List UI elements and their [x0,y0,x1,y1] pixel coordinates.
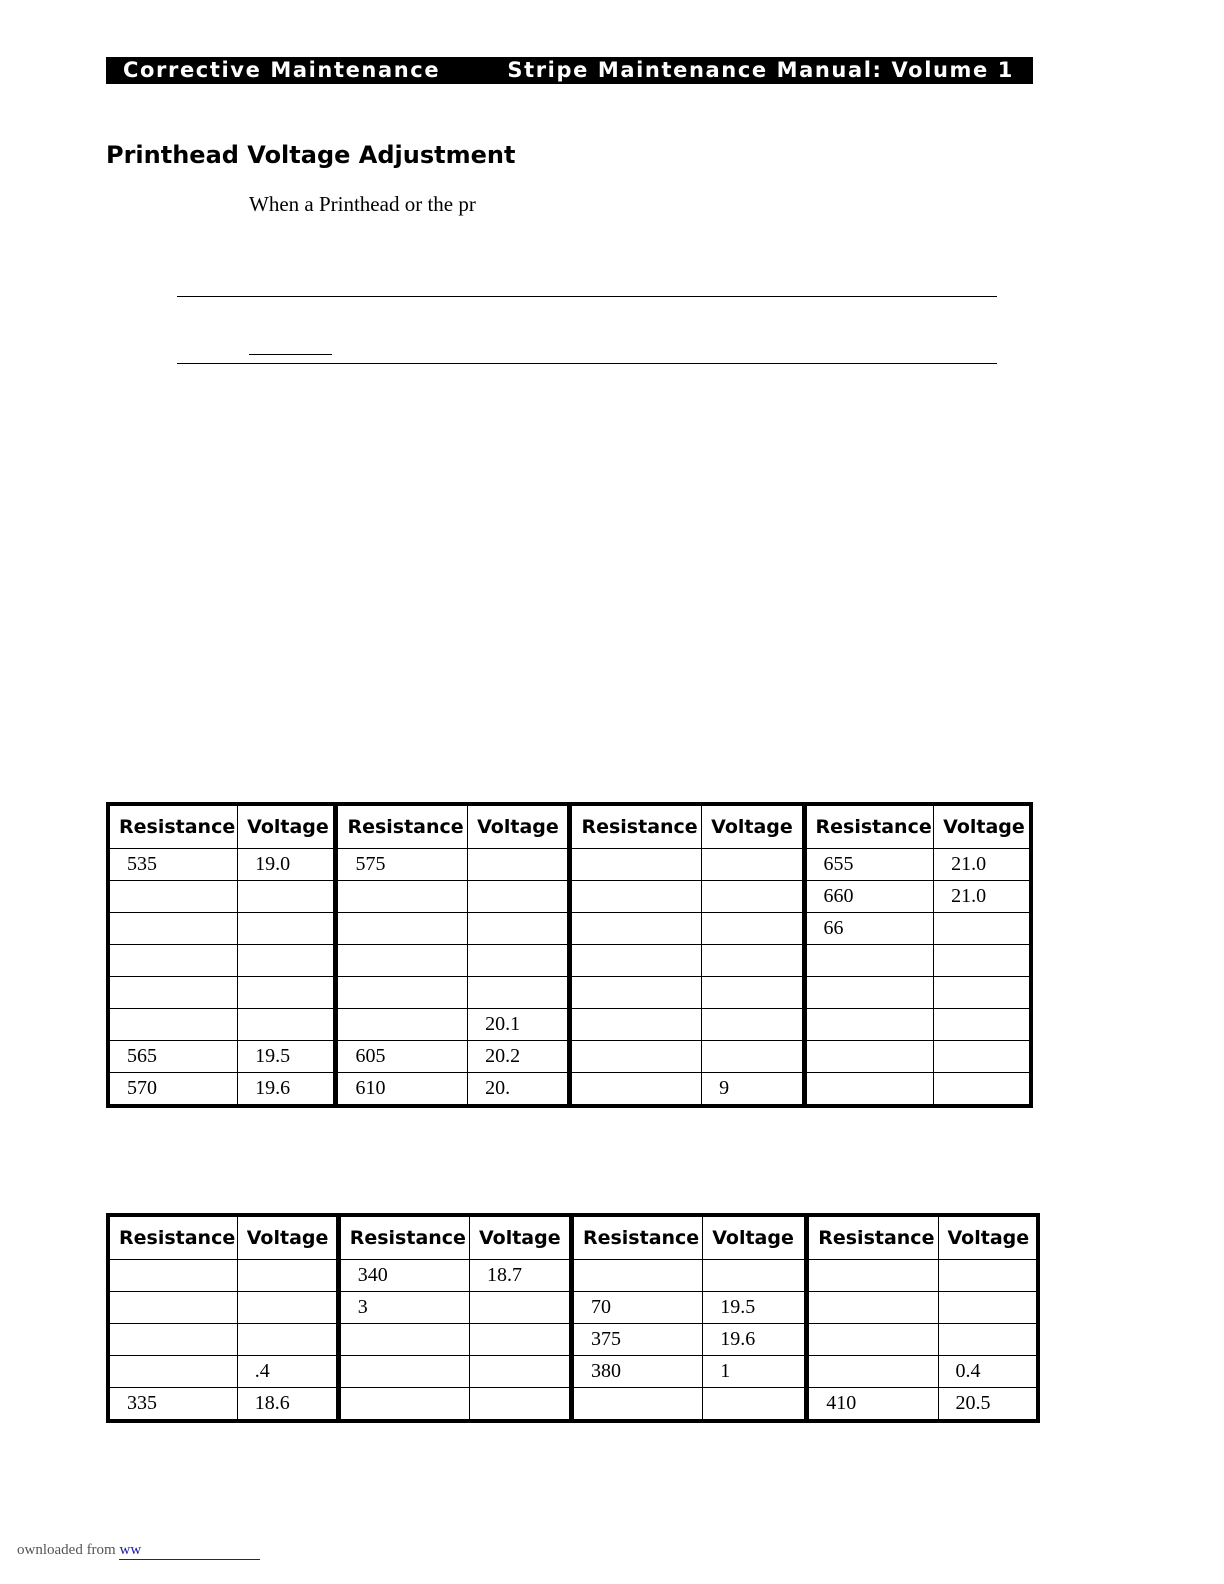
voltage-cell [468,849,570,881]
table-row [108,1356,1038,1388]
table-row [108,977,1031,1009]
voltage-cell: 21.0 [934,881,1031,913]
voltage-header: Voltage [469,1215,571,1260]
resistance-cell [108,1292,237,1324]
voltage-header: Voltage [468,804,570,849]
running-header [106,57,1033,84]
table-header-row [108,1215,1038,1260]
resistance-cell [807,1356,938,1388]
resistance-cell [108,1324,237,1356]
table-row [108,1009,1031,1041]
voltage-cell [703,1388,807,1422]
resistance-cell: 340 [338,1260,469,1292]
resistance-header: Resistance [807,1215,938,1260]
resistance-header: Resistance [108,1215,237,1260]
voltage-cell: 19.6 [703,1324,807,1356]
voltage-header: Voltage [703,1215,807,1260]
resistance-cell [804,977,934,1009]
resistance-cell [336,1009,468,1041]
voltage-cell [702,913,804,945]
table-row [108,881,1031,913]
voltage-cell [702,945,804,977]
resistance-cell [338,1356,469,1388]
voltage-cell [702,977,804,1009]
resistance-cell [108,1260,237,1292]
voltage-cell [469,1292,571,1324]
voltage-cell [934,945,1031,977]
voltage-cell: 20. [468,1073,570,1107]
voltage-cell [238,945,336,977]
voltage-cell: 19.0 [238,849,336,881]
voltage-cell [468,881,570,913]
note-label-underline [249,354,332,355]
voltage-cell: 1 [703,1356,807,1388]
resistance-cell: 335 [108,1388,237,1422]
resistance-header: Resistance [108,804,238,849]
header-chapter-title: Corrective Maintenance [123,58,441,82]
voltage-cell [702,1009,804,1041]
resistance-header: Resistance [570,804,702,849]
voltage-cell [238,977,336,1009]
resistance-cell [336,881,468,913]
voltage-cell: .4 [237,1356,338,1388]
voltage-cell [468,913,570,945]
voltage-table-b [106,1213,1040,1423]
voltage-cell: 19.5 [238,1041,336,1073]
resistance-cell [336,913,468,945]
resistance-cell: 575 [336,849,468,881]
note-top-rule [177,296,997,297]
resistance-header: Resistance [804,804,934,849]
resistance-cell [570,1009,702,1041]
voltage-header: Voltage [237,1215,338,1260]
voltage-cell [938,1260,1038,1292]
resistance-cell: 570 [108,1073,238,1107]
footer-text: ownloaded from [17,1542,120,1558]
voltage-cell [702,849,804,881]
resistance-cell: 610 [336,1073,468,1107]
resistance-header: Resistance [338,1215,469,1260]
table-row [108,1041,1031,1073]
resistance-cell: 410 [807,1388,938,1422]
voltage-cell: 19.6 [238,1073,336,1107]
voltage-cell [934,1041,1031,1073]
table-row [108,1260,1038,1292]
voltage-header: Voltage [934,804,1031,849]
resistance-cell [570,945,702,977]
resistance-cell [570,1041,702,1073]
voltage-cell: 19.5 [703,1292,807,1324]
voltage-cell [934,977,1031,1009]
section-title: Printhead Voltage Adjustment [106,141,516,169]
resistance-cell: 66 [804,913,934,945]
voltage-cell [238,913,336,945]
voltage-cell [237,1324,338,1356]
body-paragraph: When a Printhead or the pr [249,192,476,216]
resistance-cell: 565 [108,1041,238,1073]
resistance-header: Resistance [571,1215,702,1260]
resistance-cell [108,977,238,1009]
voltage-cell: 21.0 [934,849,1031,881]
table-row [108,849,1031,881]
voltage-cell [702,881,804,913]
voltage-cell [703,1260,807,1292]
resistance-cell [108,1009,238,1041]
voltage-cell: 20.5 [938,1388,1038,1422]
voltage-cell [938,1324,1038,1356]
resistance-header: Resistance [336,804,468,849]
voltage-header: Voltage [702,804,804,849]
table-row [108,1073,1031,1107]
voltage-cell [237,1292,338,1324]
table-row [108,1324,1038,1356]
resistance-cell [570,977,702,1009]
resistance-cell [338,1388,469,1422]
voltage-header: Voltage [938,1215,1038,1260]
voltage-cell [237,1260,338,1292]
voltage-cell [238,881,336,913]
voltage-cell: 0.4 [938,1356,1038,1388]
resistance-cell [108,1356,237,1388]
resistance-cell: 70 [571,1292,702,1324]
voltage-cell [934,1073,1031,1107]
resistance-cell [570,881,702,913]
voltage-cell [468,945,570,977]
voltage-cell [469,1356,571,1388]
voltage-header: Voltage [238,804,336,849]
table-row [108,1388,1038,1422]
resistance-cell [336,945,468,977]
resistance-cell [804,1009,934,1041]
table-header-row [108,804,1031,849]
voltage-cell: 18.7 [469,1260,571,1292]
resistance-cell [336,977,468,1009]
voltage-cell [468,977,570,1009]
resistance-cell [804,945,934,977]
resistance-cell [807,1324,938,1356]
voltage-cell [934,913,1031,945]
resistance-cell [570,849,702,881]
voltage-cell [938,1292,1038,1324]
resistance-cell [570,1073,702,1107]
voltage-cell [238,1009,336,1041]
table-row [108,1292,1038,1324]
resistance-cell [804,1041,934,1073]
voltage-cell [702,1041,804,1073]
resistance-cell [108,881,238,913]
resistance-cell [807,1260,938,1292]
footer-link[interactable]: ww [119,1542,260,1560]
voltage-cell: 20.1 [468,1009,570,1041]
table-row [108,913,1031,945]
resistance-cell: 535 [108,849,238,881]
resistance-cell: 380 [571,1356,702,1388]
resistance-cell: 3 [338,1292,469,1324]
voltage-cell: 9 [702,1073,804,1107]
voltage-cell: 18.6 [237,1388,338,1422]
resistance-cell: 605 [336,1041,468,1073]
resistance-cell [807,1292,938,1324]
resistance-cell [804,1073,934,1107]
voltage-cell: 20.2 [468,1041,570,1073]
resistance-cell [108,913,238,945]
download-footer [17,1542,260,1560]
table-row [108,945,1031,977]
resistance-cell: 375 [571,1324,702,1356]
resistance-cell: 655 [804,849,934,881]
voltage-table-a [106,802,1033,1108]
header-manual-title: Stripe Maintenance Manual: Volume 1 [507,58,1014,82]
note-bottom-rule [177,363,997,364]
resistance-cell: 660 [804,881,934,913]
voltage-cell [469,1324,571,1356]
voltage-cell [469,1388,571,1422]
resistance-cell [108,945,238,977]
resistance-cell [338,1324,469,1356]
resistance-cell [570,913,702,945]
voltage-cell [934,1009,1031,1041]
resistance-cell [571,1260,702,1292]
resistance-cell [571,1388,702,1422]
